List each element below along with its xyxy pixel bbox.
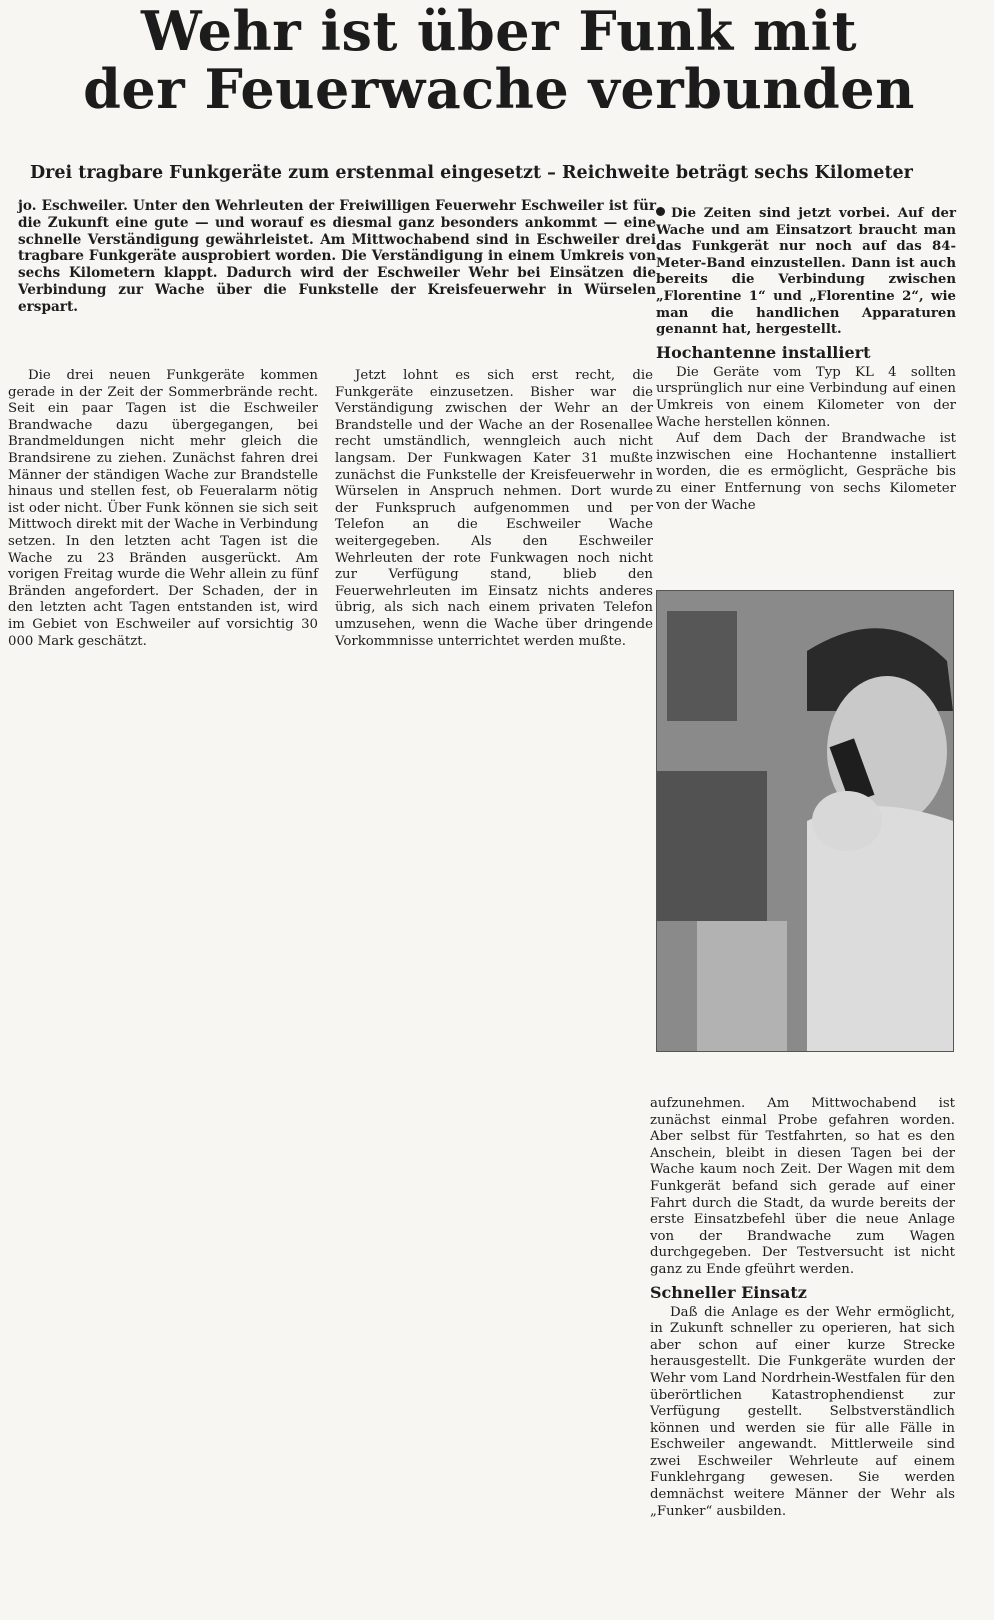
section-1-paragraph-2: Auf dem Dach der Brandwache ist inzwischen eine Hochantenne installiert worden, die es ermöglicht, Gespräche bis zu einer Entfernung von sechs Kilometer von der Wache xyxy=(656,431,956,513)
section-title-schneller-einsatz: Schneller Einsatz xyxy=(650,1282,807,1302)
column-2 xyxy=(335,368,653,650)
photo-illustration xyxy=(657,591,953,1051)
photo-fireman-with-radio xyxy=(656,590,954,1052)
subheadline: Drei tragbare Funkgeräte zum erstenmal eingesetzt – Reichweite beträgt sechs Kilometer xyxy=(30,163,913,183)
section-title-hochantenne: Hochantenne installiert xyxy=(656,342,871,362)
column-3-intro-text: Die Zeiten sind jetzt vorbei. Auf der Wache und am Einsatzort braucht man das Funkgerät nur noch auf das 84-Meter-Band einzustellen. Dann ist auch bereits die Verbindung zwischen „Florentine 1“ und „Florentine 2“, wie man die handlichen Apparaturen genannt hat, hergestellt. xyxy=(656,206,956,338)
column-3 xyxy=(656,206,956,514)
column-1 xyxy=(8,368,318,650)
lead-paragraph: jo. Eschweiler. Unter den Wehrleuten der Freiwilligen Feuerwehr Eschweiler ist für die Zukunft eine gute — und worauf es diesmal ganz besonders ankommt — eine schnelle Verständigung gewährleistet. Am Mittwochabend sind in Eschweiler drei tragbare Funkgeräte ausprobiert worden. Die Verständigung in einem Umkreis von sechs Kilometern klappt. Dadurch wird der Eschweiler Wehr bei Einsätzen die Verbindung zur Wache über die Funkstelle der Kreisfeuerwehr in Würselen erspart. xyxy=(18,198,656,315)
section-1-paragraph-1: Die Geräte vom Typ KL 4 sollten ursprünglich nur eine Verbindung auf einen Umkreis von einem Kilometer von der Wache herstellen können. xyxy=(656,364,956,430)
column-4 xyxy=(650,1096,955,1520)
column-4-text: aufzunehmen. Am Mittwochabend ist zunächst einmal Probe gefahren worden. Aber selbst für Testfahrten, so hat es den Anschein, bleibt in diesen Tagen bei der Wache kaum noch Zeit. Der Wagen mit dem Funkgerät befand sich gerade auf einer Fahrt durch die Stadt, da wurde bereits der erste Einsatzbefehl über die neue Anlage von der Brandwache zum Wagen durchgegeben. Der Testversucht ist nicht ganz zu Ende gfeührt werden. xyxy=(650,1096,955,1277)
bullet-icon xyxy=(656,207,665,216)
column-1-text: Die drei neuen Funkgeräte kommen gerade in der Zeit der Sommerbrände recht. Seit ein paar Tagen ist die Eschweiler Brandwache dazu übergegangen, bei Brandmeldungen nicht mehr gleich die Brandsirene zu ziehen. Zunächst fahren drei Männer der ständigen Wache zur Brandstelle hinaus und stellen fest, ob Feueralarm nötig ist oder nicht. Über Funk können sie sich seit Mittwoch direkt mit der Wache in Verbindung setzen. In den letzten acht Tagen ist die Wache zu 23 Bränden ausgerückt. Am vorigen Freitag wurde die Wehr allein zu fünf Bränden angefordert. Der Schaden, der in den letzten acht Tagen entstanden ist, wird im Gebiet von Eschweiler auf vorsichtig 30 000 Mark geschätzt. xyxy=(8,368,318,649)
column-3-intro xyxy=(656,206,956,339)
headline xyxy=(14,0,984,121)
headline-line-1: Wehr ist über Funk mit xyxy=(140,0,858,63)
headline-line-2: der Feuerwache verbunden xyxy=(83,57,915,121)
section-2-paragraph-1: Daß die Anlage es der Wehr ermöglicht, in Zukunft schneller zu operieren, hat sich aber schon auf einer kurze Strecke herausgestellt. Die Funkgeräte wurden der Wehr vom Land Nordrhein-Westfalen für den überörtlichen Katastrophendienst zur Verfügung gestellt. Selbstverständlich können und werden sie für alle Fälle in Eschweiler angewandt. Mittlerweile sind zwei Eschweiler Wehrleute auf einem Funklehrgang gewesen. Sie werden demnächst weitere Männer der Wehr als „Funker“ ausbilden. xyxy=(650,1304,955,1519)
column-2-text: Jetzt lohnt es sich erst recht, die Funkgeräte einzusetzen. Bisher war die Verständigung zwischen der Wehr an der Brandstelle und der Wache an der Rosenallee recht umständlich, wenngleich auch nicht langsam. Der Funkwagen Kater 31 mußte zunächst die Funkstelle der Kreisfeuerwehr in Würselen in Anspruch nehmen. Dort wurde der Funkspruch aufgenommen und per Telefon an die Eschweiler Wache weitergegeben. Als den Eschweiler Wehrleuten der rote Funkwagen noch nicht zur Verfügung stand, blieb den Feuerwehrleuten im Einsatz nichts anderes übrig, als sich nach einem privaten Telefon umzusehen, wenn die Wache über dringende Vorkommnisse unterrichtet werden mußte. xyxy=(335,368,653,649)
